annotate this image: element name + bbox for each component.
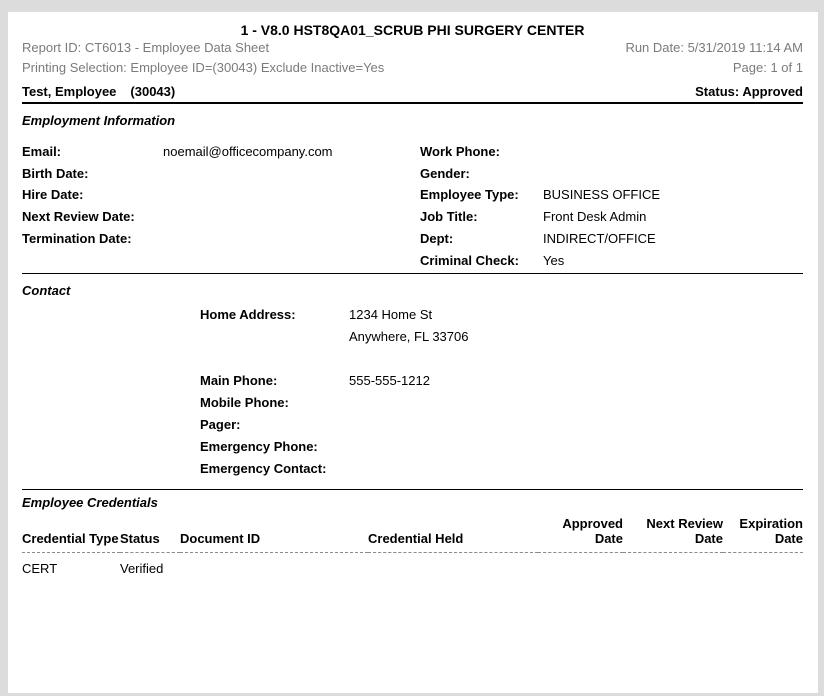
col-header-approved-date: Approved Date xyxy=(538,516,623,553)
field-row-employee-type xyxy=(420,184,803,206)
credentials-header-row xyxy=(22,516,803,553)
credentials-table xyxy=(22,516,803,576)
field-label: Termination Date: xyxy=(22,230,132,246)
col-header-credential-held: Credential Held xyxy=(368,516,538,553)
printing-selection: Printing Selection: Employee ID=(30043) Exclude Inactive=Yes xyxy=(22,60,385,75)
field-value: BUSINESS OFFICE xyxy=(543,187,661,203)
employment-grid xyxy=(22,141,803,271)
col-header-next-review-date: Next Review Date xyxy=(623,516,723,553)
employee-id: (30043) xyxy=(130,84,176,99)
field-row-work-phone xyxy=(420,141,803,163)
field-row-criminal-check xyxy=(420,250,803,272)
spacer-row xyxy=(200,348,803,370)
field-label: Employee Type: xyxy=(420,187,519,203)
cell-expiration-date xyxy=(723,553,803,577)
field-value: noemail@officecompany.com xyxy=(163,144,333,159)
field-value: Anywhere, FL 33706 xyxy=(349,329,469,345)
field-label: Mobile Phone: xyxy=(200,395,289,411)
field-label: Home Address: xyxy=(200,307,296,323)
field-value: Front Desk Admin xyxy=(543,209,647,225)
col-header-status: Status xyxy=(120,516,180,553)
field-row-mobile-phone xyxy=(200,392,803,414)
field-label: Emergency Phone: xyxy=(200,439,318,455)
field-label: Birth Date: xyxy=(22,165,89,181)
col-header-document-id: Document ID xyxy=(180,516,368,553)
field-label: Gender: xyxy=(420,165,470,181)
field-value: 555-555-1212 xyxy=(349,373,430,389)
cell-approved-date xyxy=(538,553,623,577)
field-row-gender xyxy=(420,163,803,185)
section-title-credentials: Employee Credentials xyxy=(22,495,158,511)
report-id: Report ID: CT6013 - Employee Data Sheet xyxy=(22,40,270,55)
status-badge: Status: Approved xyxy=(695,84,803,99)
field-value: Yes xyxy=(543,252,565,268)
field-row-job-title xyxy=(420,206,803,228)
report-title: 1 - V8.0 HST8QA01_SCRUB PHI SURGERY CENTER xyxy=(240,22,585,38)
field-label: Pager: xyxy=(200,417,241,433)
field-row-emergency-phone xyxy=(200,436,803,458)
field-row-home-address-line2 xyxy=(200,326,803,348)
field-label: Next Review Date: xyxy=(22,209,135,225)
field-label xyxy=(200,348,349,370)
cell-credential-type: CERT xyxy=(22,561,58,577)
section-divider xyxy=(22,273,803,274)
section-title-employment: Employment Information xyxy=(22,113,176,128)
field-row-home-address xyxy=(200,304,803,326)
contact-fields xyxy=(200,304,803,480)
field-row-dept xyxy=(420,228,803,250)
section-title-contact: Contact xyxy=(22,283,71,299)
field-value: 1234 Home St xyxy=(349,307,433,323)
field-value: INDIRECT/OFFICE xyxy=(543,230,656,246)
cell-credential-held xyxy=(368,553,538,577)
run-date: Run Date: 5/31/2019 11:14 AM xyxy=(625,40,803,55)
credentials-table-row xyxy=(22,553,803,577)
field-row-emergency-contact xyxy=(200,458,803,480)
report-meta-row-2 xyxy=(22,58,803,78)
field-label: Criminal Check: xyxy=(420,252,519,268)
field-row-email xyxy=(22,141,420,163)
cell-status: Verified xyxy=(120,561,164,577)
field-row-birth-date xyxy=(22,163,420,185)
field-label: Job Title: xyxy=(420,209,478,225)
employee-name-group xyxy=(22,83,175,100)
section-divider xyxy=(22,489,803,490)
employment-right-column xyxy=(420,141,803,271)
report-page xyxy=(8,12,818,693)
field-label: Email: xyxy=(22,144,62,159)
field-label: Emergency Contact: xyxy=(200,461,327,477)
page-number: Page: 1 of 1 xyxy=(732,60,803,75)
field-row-next-review-date xyxy=(22,206,420,228)
field-label: Work Phone: xyxy=(420,144,500,159)
field-row-main-phone xyxy=(200,370,803,392)
cell-document-id xyxy=(180,553,368,577)
field-row-pager xyxy=(200,414,803,436)
field-row-termination-date xyxy=(22,228,420,250)
col-header-expiration-date: Expiration Date xyxy=(723,516,803,553)
field-label xyxy=(200,326,349,348)
col-header-credential-type: Credential Type xyxy=(22,516,120,553)
report-meta-row-1 xyxy=(22,38,803,58)
field-label: Dept: xyxy=(420,230,454,246)
field-label: Main Phone: xyxy=(200,373,278,389)
employee-name: Test, Employee xyxy=(22,84,117,99)
field-label: Hire Date: xyxy=(22,187,84,203)
employee-header-row xyxy=(22,83,803,104)
employment-left-column xyxy=(22,141,420,271)
cell-next-review-date xyxy=(623,553,723,577)
field-row-hire-date xyxy=(22,184,420,206)
